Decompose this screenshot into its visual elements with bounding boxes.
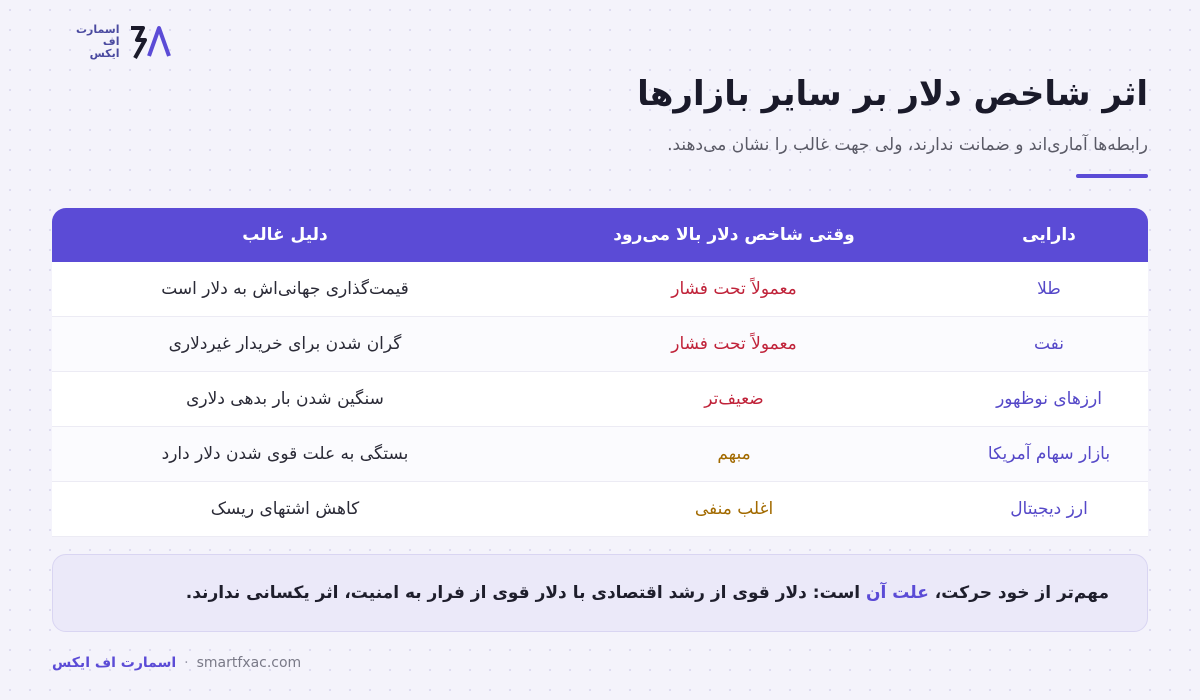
footer-separator: · [184,655,189,671]
logo-mark-icon [127,22,171,62]
asset-cell: ارز دیجیتال [1010,499,1088,519]
logo-line-2: اف [102,35,120,48]
footer-brand: اسمارت اف ایکس [52,655,177,671]
logo-line-3: ایکس [89,47,120,60]
asset-cell: نفت [1033,334,1065,354]
table-row [52,427,1148,482]
footer [52,655,301,671]
effect-cell: مبهم [717,444,751,464]
table-header [52,208,1148,262]
column-header-asset: دارایی [1022,225,1076,245]
table-row [52,262,1148,317]
note-part-1: مهم‌تر از خود حرکت، [928,583,1109,603]
column-header-effect: وقتی شاخص دلار بالا می‌رود [613,225,855,245]
table-row [52,482,1148,537]
title-underline [1076,174,1148,178]
effect-cell: معمولاً تحت فشار [671,279,797,299]
asset-cell: طلا [1037,279,1061,299]
table-row [52,317,1148,372]
asset-cell: ارزهای نوظهور [996,389,1102,409]
key-insight-note [52,554,1148,632]
asset-cell: بازار سهام آمریکا [987,444,1111,464]
note-highlight: علت آن [866,583,929,603]
table-row [52,372,1148,427]
logo-text [76,24,119,60]
reason-cell: گران شدن برای خریدار غیردلاری [168,334,402,354]
reason-cell: قیمت‌گذاری جهانی‌اش به دلار است [161,279,409,299]
effect-cell: ضعیف‌تر [704,389,764,409]
effect-cell: معمولاً تحت فشار [671,334,797,354]
comparison-table [52,208,1148,537]
page-title: اثر شاخص دلار بر سایر بازارها [637,74,1148,114]
reason-cell: کاهش اشتهای ریسک [210,499,360,519]
brand-logo [76,22,171,62]
table-body [52,262,1148,537]
reason-cell: سنگین شدن بار بدهی دلاری [186,389,384,409]
page-subtitle: رابطه‌ها آماری‌اند و ضمانت ندارند، ولی جهت غالب را نشان می‌دهند. [667,135,1148,155]
footer-url[interactable]: smartfxac.com [196,655,302,671]
note-part-2: است: دلار قوی از رشد اقتصادی با دلار قوی از فرار به امنیت، اثر یکسانی ندارند. [185,583,867,603]
effect-cell: اغلب منفی [694,499,774,519]
note-text [186,583,1109,603]
reason-cell: بستگی به علت قوی شدن دلار دارد [161,444,409,464]
logo-line-1: اسمارت [76,23,120,36]
column-header-reason: دلیل غالب [242,225,328,245]
